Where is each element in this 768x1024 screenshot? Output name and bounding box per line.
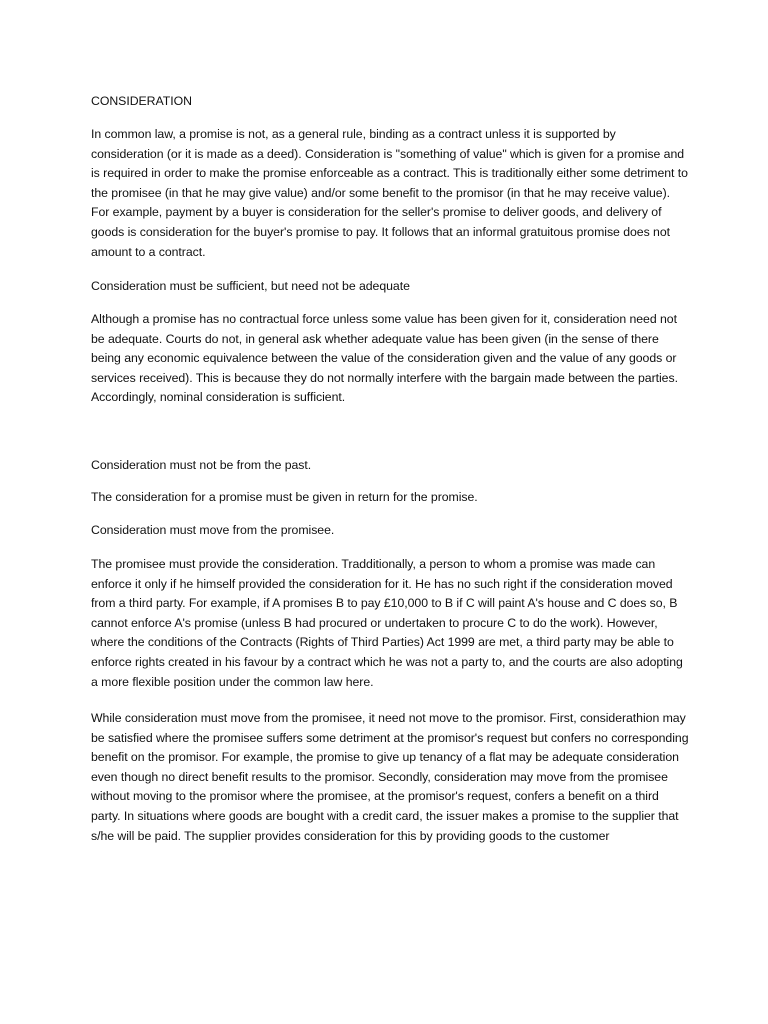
paragraph-not-to-promisor: While consideration must move from the promisee, it need not move to the promisor. First, considerathion may be satisfied where the promisee suffers some detriment at the promisor's request but confers no corresponding benefit on the promisor. For example, the promise to give up tenancy of a flat may be adequate consideration even though no direct benefit results to the promisor. Secondly, consideration may move from the promisee without moving to the promisor where the promisee, at the promisor's request, confers a benefit on a third party. In situations where goods are bought with a credit card, the issuer makes a promise to the supplier that s/he will be paid. The supplier provides consideration for this by providing goods to the customer: [91, 711, 689, 843]
paragraph-adequacy: Although a promise has no contractual force unless some value has been given for it, consideration need not be adequate. Courts do not, in general ask whether adequate value has been given (in the sense of there being any economic equivalence between the value of the consideration given and the value of any goods or services received). This is because they do not normally interfere with the bargain made between the parties. Accordingly, nominal consideration is sufficient.: [91, 312, 678, 405]
paragraph-common-law: In common law, a promise is not, as a general rule, binding as a contract unless it is supported by consideration (or it is made as a deed). Consideration is "something of value" which is given for a promise and is required in order to make the promise enforceable as a contract. This is traditionally either some detriment to the promisee (in that he may give value) and/or some benefit to the promisor (in that he may receive value). For example, payment by a buyer is consideration for the seller's promise to deliver goods, and delivery of goods is consideration for the buyer's promise to pay. It follows that an informal gratuitous promise does not amount to a contract.: [91, 127, 688, 259]
paragraph-in-return: The consideration for a promise must be given in return for the promise.: [91, 490, 478, 504]
heading-sufficient-not-adequate: Consideration must be sufficient, but need not be adequate: [91, 279, 410, 293]
heading-not-past: Consideration must not be from the past.: [91, 458, 312, 472]
heading-move-from-promisee: Consideration must move from the promisee.: [91, 523, 335, 537]
paragraph-promisee-provides: The promisee must provide the consideration. Tradditionally, a person to whom a promise was made can enforce it only if he himself provided the consideration for it. He has no such right if the consideration moved from a third party. For example, if A promises B to pay £10,000 to B if C will paint A's house and C does so, B cannot enforce A's promise (unless B had procured or undertaken to procure C to do the work). However, where the conditions of the Contracts (Rights of Third Parties) Act 1999 are met, a third party may be able to enforce rights created in his favour by a contract which he was not a party to, and the courts are also adopting a more flexible position under the common law here.: [91, 557, 683, 689]
document-title: CONSIDERATION: [91, 94, 192, 108]
